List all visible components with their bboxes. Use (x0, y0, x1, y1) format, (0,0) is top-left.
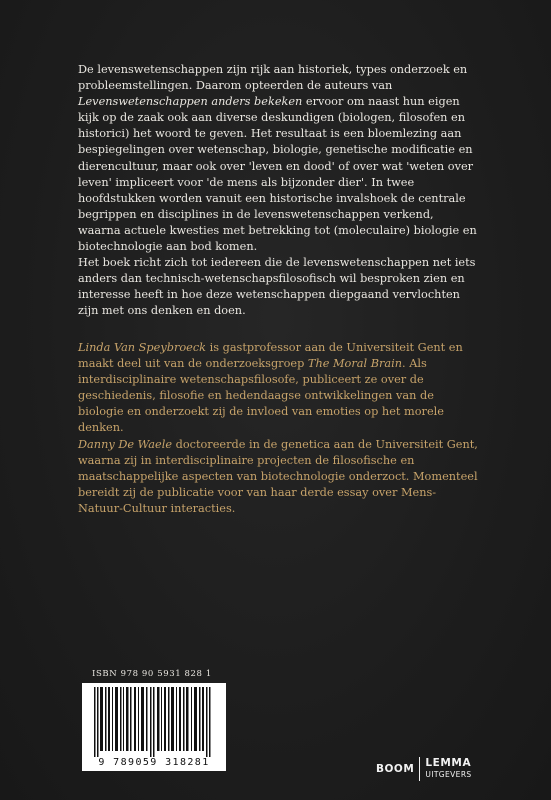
publisher-logo (376, 757, 472, 781)
publisher-divider (419, 757, 420, 781)
barcode-number: 9 789059 318281 (98, 757, 210, 768)
author-bio-block (78, 340, 478, 517)
description-paragraph-2: Het boek richt zich tot iedereen die de levenswetenschappen net iets anders dan technisch-wetenschapsfilosofisch wil besproken zien en interesse heeft in hoe deze wetenschappen diepgaand vervlochten zijn met ons denken en doen. (78, 256, 476, 318)
publisher-boom: BOOM (376, 763, 415, 775)
author-bio-2: Danny De Waele doctoreerde in de genetica aan de Universiteit Gent, waarna zij in interdisciplinaire projecten de filosofische en maatschappelijke aspecten van biotechnologie onderzoct. Momenteel bereidt zij de publicatie voor van haar derde essay over Mens-Natuur-Cultuur interacties. (78, 437, 478, 515)
author-bio-1: Linda Van Speybroeck is gastprofessor aan de Universiteit Gent en maakt deel uit van de onderzoeksgroep The Moral Brain. Als interdisciplinaire wetenschapsfilosofe, publiceert ze over de geschiedenis, filosofie en hedendaagse ontwikkelingen van de biologie en onderzoekt zij de invloed van emoties op het morele denken. (78, 341, 463, 435)
book-title-italic: Levenswetenschappen anders bekeken (78, 95, 303, 109)
publisher-lemma: LEMMA (425, 757, 472, 769)
publisher-uitgevers: UITGEVERS (425, 770, 472, 779)
description-paragraph-1: De levenswetenschappen zijn rijk aan historiek, types onderzoek en probleemstellingen. Daarom opteerden de auteurs van Levenswetenschappen anders bekeken ervoor om naast hun eigen kijk op de zaak ook aan diverse deskundigen (biologen, filosofen en historici) het woord te geven. Het resultaat is een bloemlezing aan bespiegelingen over wetenschap, biologie, genetische modificatie en dierencultuur, maar ook over 'leven en dood' of over wat 'weten over leven' impliceert voor 'de mens als bijzonder dier'. In twee hoofdstukken worden vanuit een historische invalshoek de centrale begrippen en disciplines in de levenswetenschappen verkend, waarna actuele kwesties met betrekking tot (moleculaire) biologie en biotechnologie aan bod komen. (78, 63, 477, 254)
barcode (82, 683, 226, 771)
author-name-1: Linda Van Speybroeck (78, 341, 206, 354)
research-group-name: The Moral Brain (307, 357, 403, 371)
barcode-bars-icon (82, 683, 226, 759)
isbn-label: ISBN 978 90 5931 828 1 (92, 669, 212, 679)
author-name-2: Danny De Waele (78, 437, 172, 451)
description-block (78, 62, 478, 320)
